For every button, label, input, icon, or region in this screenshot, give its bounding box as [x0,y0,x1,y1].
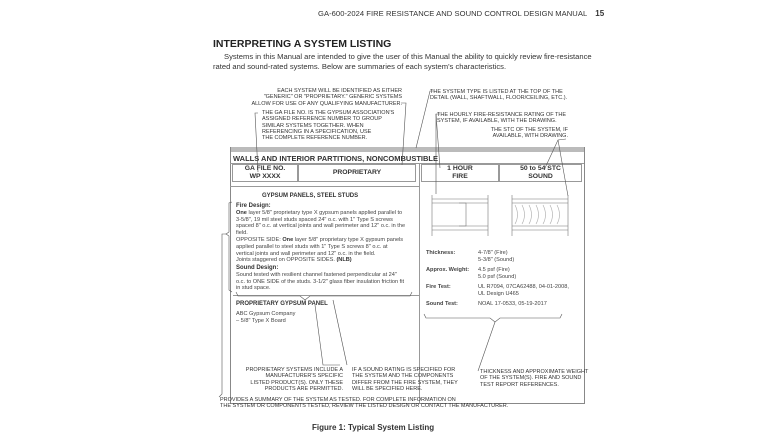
callout-line: THE SYSTEM TYPE IS LISTED AT THE TOP OF THE [430,89,563,95]
callout-line: REFERENCING IN A SPECIFICATION, USE [262,128,372,135]
leader-ga-file [255,113,258,172]
opposite-prefix: OPPOSITE SIDE: [236,236,283,243]
spec-label: Thickness: [426,250,456,256]
opposite-desc: layer 5/8" proprietary type X gypsum panels applied parallel to steel studs with 1" Type S screws 8" o.c. at vertical joints and wall perimeter and 12" o.c. in the field. [236,236,404,257]
leader-generic [401,103,406,165]
sound-design-heading: Sound Design: [236,265,279,271]
ga-file-label: GA FILE NO. [244,165,286,173]
spec-line: 4-7/8" (Fire) [478,250,508,256]
joints-desc: Joints staggered on OPPOSITE SIDES. [236,257,335,264]
sound-design-text: Sound tested with resilient channel fastened perpendicular at 24" o.c. to ONE SIDE of the studs. 3-1/2" glass fiber insulation friction fit in stud space. [236,271,405,292]
spec-line: 4.5 psf (Fire) [478,267,510,273]
proprietary-panel-heading: PROPRIETARY GYPSUM PANEL [236,301,328,307]
emphasis: One [282,236,294,243]
spec-label: Approx. Weight: [426,267,470,273]
stc-value: 50 to 54 STC [520,165,561,173]
callout-line: PROVIDES A SUMMARY OF THE SYSTEM AS TESTED. FOR COMPLETE INFORMATION ON [220,397,456,403]
callout-line: OF THE SYSTEM(S). FIRE AND SOUND [480,375,582,382]
callout-line: LISTED PRODUCT(S). ONLY THESE [250,379,343,386]
callout-line: SIMILAR SYSTEMS TOGETHER. WHEN [262,122,364,129]
callout-line: SYSTEM, IF AVAILABLE, WITH THE DRAWING. [437,118,557,125]
leader-fire-rating [436,114,440,168]
leader-stc [545,139,566,168]
section-title: INTERPRETING A SYSTEM LISTING [213,38,392,50]
brace-specs [424,314,562,322]
callout-line: DIFFER FROM THE FIRE SYSTEM, THEY [352,379,458,386]
callout-line: THE HOURLY FIRE-RESISTANCE RATING OF THE [437,112,567,118]
callout-line: AVAILABLE, WITH DRAWING. [492,133,568,140]
callout-line: TEST REPORT REFERENCES. [480,381,559,388]
spec-label: Sound Test: [426,301,458,307]
callout-line: MANUFACTURER'S SPECIFIC [265,373,343,380]
category-value: PROPRIETARY [332,169,382,177]
callout-line: EACH SYSTEM WILL BE IDENTIFIED AS EITHER [277,88,402,94]
spec-line: UL R7094, 07CA62488, 04-01-2008, [478,284,569,290]
callout-line: IF A SOUND RATING IS SPECIFIED FOR [352,367,456,373]
leader-summary [219,234,226,397]
fire-wall-drawing [432,195,488,236]
spec-label: Fire Test: [426,284,451,290]
callout-line: ALLOW FOR USE OF ANY QUALIFYING MANUFACTURER. [251,100,402,107]
callout-line: THICKNESS AND APPROXIMATE WEIGHT [480,369,589,375]
spec-line: UL Design U465 [478,290,519,297]
callout-line: DETAIL (WALL, SHAFTWALL, FLOOR/CEILING, ETC.). [430,95,568,102]
emphasis: One [236,209,247,216]
figure-caption: Figure 1: Typical System Listing [312,423,435,432]
spec-line: 5-3/8" (Sound) [478,256,515,263]
stc-label: SOUND [528,173,553,180]
callout-line: THE STC OF THE SYSTEM, IF [490,127,568,133]
fire-rating-value: 1 HOUR [447,165,473,173]
brace-sound-design [236,292,412,300]
fire-design-heading: Fire Design: [236,203,271,209]
callout-line: PROPRIETARY SYSTEMS INCLUDE A [245,367,343,373]
callout-line: THE SYSTEM AND THE COMPONENTS [352,373,454,380]
callout-line: THE SYSTEM OR COMPONENTS TESTED, REVIEW THE LISTED DESIGN OR CONTACT THE MANUFACTURER. [220,403,509,410]
intro-line-2: rated and sound-rated systems. Below are summaries of each system's characteristics. [213,62,507,71]
page-number: 15 [595,9,605,18]
sound-wall-drawing [512,195,568,236]
ga-file-value: WP XXXX [249,173,281,180]
callout-line: PRODUCTS ARE PERMITTED. [264,385,343,392]
leader-thickness [478,322,495,371]
callout-line: THE GA FILE NO. IS THE GYPSUM ASSOCIATION'S [262,110,395,116]
fire-rating-label: FIRE [452,173,468,180]
manufacturer-name: ABC Gypsum Company [236,311,296,317]
leader-system-type [416,91,434,148]
callout-line: ASSIGNED REFERENCE NUMBER TO GROUP [262,116,382,123]
intro-line-1: Systems in this Manual are intended to give the user of this Manual the ability to quickly review fire-resistance [224,52,592,61]
assembly-title: GYPSUM PANELS, STEEL STUDS [262,193,359,199]
system-type-heading: WALLS AND INTERIOR PARTITIONS, NONCOMBUSTIBLE [233,154,438,163]
load-code: (NLB) [336,257,352,264]
product-name: – 5/8" Type X Board [236,317,286,324]
spec-line: NOAL 17-0533, 05-19-2017 [478,301,547,307]
manual-title: GA-600-2024 FIRE RESISTANCE AND SOUND CONTROL DESIGN MANUAL [318,9,588,18]
callout-line: THE COMPLETE REFERENCE NUMBER. [262,135,368,142]
callout-line: WILL BE SPECIFIED HERE. [352,385,423,392]
leader-stc-drawing [558,140,568,196]
brace-design [226,202,232,292]
callout-line: "GENERIC" OR "PROPRIETARY." GENERIC SYSTEMS [263,94,402,101]
leader-sound-rating [333,300,347,365]
fire-design-desc: layer 5/8" proprietary type X gypsum panels applied parallel to 3-5/8", 19 mil steel studs spaced 24" o.c. with 1" Type S screws spaced 8" o.c. at vertical joints and wall perimeter and 12" o.c. in the field. [236,209,406,237]
spec-line: 5.0 psf (Sound) [478,273,517,280]
